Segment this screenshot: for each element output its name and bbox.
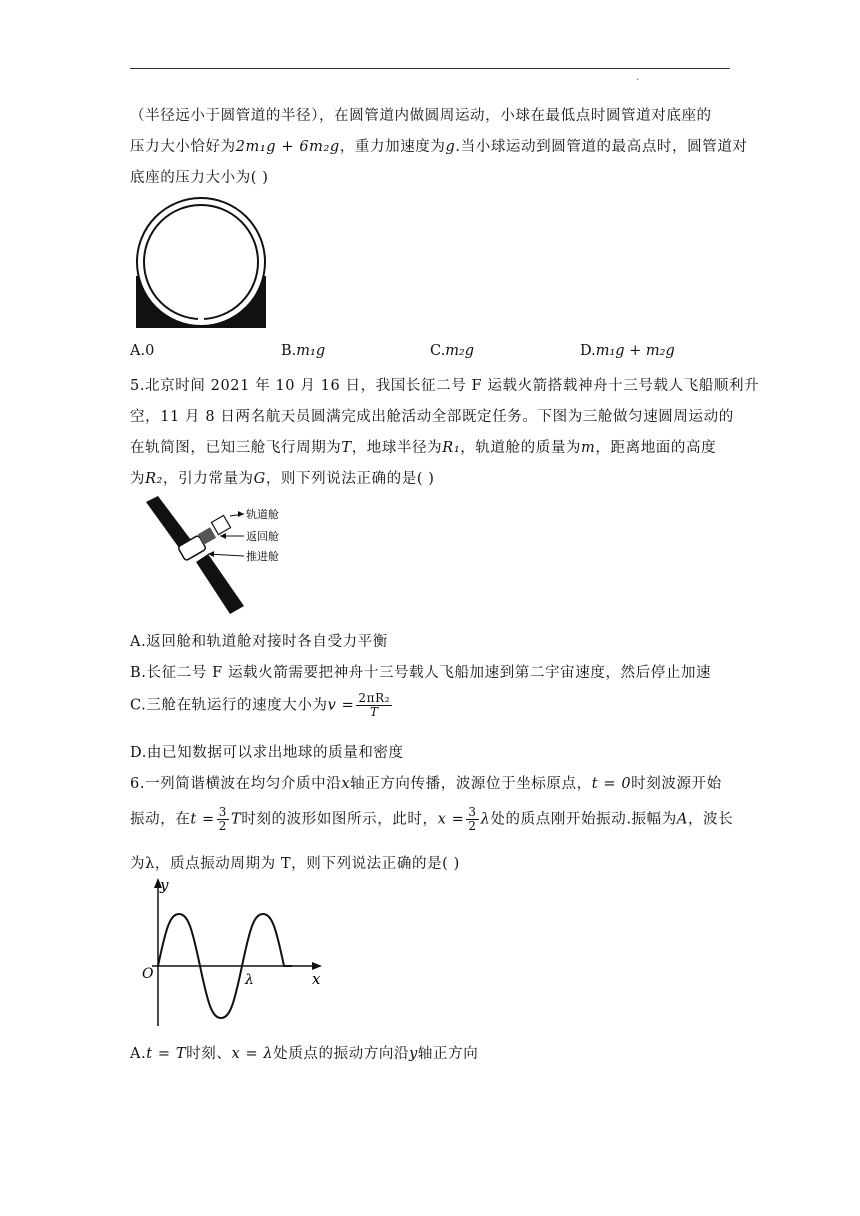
q6-line-3: 为λ，质点振动周期为 T，则下列说法正确的是( ) <box>130 856 460 872</box>
header-rule <box>130 68 730 69</box>
label-orbital-module: 轨道舱 <box>246 508 279 521</box>
q5-option-d: D.由已知数据可以求出地球的质量和密度 <box>130 745 404 761</box>
header-dot: . <box>636 72 640 83</box>
q4-line-1: （半径远小于圆管道的半径），在圆管道内做圆周运动，小球在最低点时圆管道对底座的 <box>130 108 712 124</box>
q5-spacecraft-figure <box>134 496 304 616</box>
q4-line-2: 压力大小恰好为2m₁g + 6m₂g，重力加速度为g.当小球运动到圆管道的最高点时，圆管道对 <box>130 139 748 155</box>
q4-circular-tube-figure <box>134 200 268 330</box>
y-axis-label: y <box>160 876 169 894</box>
lambda-label: λ <box>245 972 254 988</box>
x-axis-label: x <box>312 970 321 988</box>
q5-line-4: 为R₂，引力常量为G，则下列说法正确的是( ) <box>130 471 435 487</box>
origin-label: O <box>142 966 154 982</box>
label-return-module: 返回舱 <box>246 530 279 543</box>
q6-option-a: A.t = T时刻、x = λ处质点的振动方向沿y轴正方向 <box>130 1046 479 1062</box>
q4-line-3: 底座的压力大小为( ) <box>130 170 269 186</box>
q4-option-d: D.m₁g + m₂g <box>580 343 675 359</box>
q5-line-3: 在轨简图，已知三舱飞行周期为T，地球半径为R₁，轨道舱的质量为m，距离地面的高度 <box>130 440 717 456</box>
q5-option-b: B.长征二号 F 运载火箭需要把神舟十三号载人飞船加速到第二宇宙速度，然后停止加速 <box>130 665 712 681</box>
q5-option-a: A.返回舱和轨道舱对接时各自受力平衡 <box>130 634 388 650</box>
q4-option-b: B.m₁g <box>281 343 326 359</box>
q5-option-c-fraction: $\frac{\text{2πR₂}}{T}$ <box>358 691 391 719</box>
q5-option-c: C.三舱在轨运行的速度大小为v = $\frac{\text{2πR₂}}{T}$ <box>130 691 391 719</box>
q5-line-2: 空，11 月 8 日两名航天员圆满完成出舱活动全部既定任务。下图为三舱做匀速圆周运动的 <box>130 409 734 425</box>
q6-wave-graph <box>138 876 328 1031</box>
q6-line-1: 6.一列简谐横波在均匀介质中沿x轴正方向传播，波源位于坐标原点，t = 0时刻波源开始 <box>130 776 722 792</box>
q4-option-a: A.0 <box>130 343 155 359</box>
q4-option-c: C.m₂g <box>430 343 475 359</box>
q5-line-1: 5.北京时间 2021 年 10 月 16 日，我国长征二号 F 运载火箭搭载神舟十三号载人飞船顺利升 <box>130 378 760 394</box>
label-propulsion-module: 推进舱 <box>246 550 279 563</box>
q4-force-expression: 2m₁g + 6m₂g <box>235 139 340 155</box>
q6-line-2: 振动，在t = $\frac{3}{2}$ T时刻的波形如图所示，此时，x = $\frac{3}{2}$ λ处的质点刚开始振动.振幅为A，波长 <box>130 805 734 833</box>
